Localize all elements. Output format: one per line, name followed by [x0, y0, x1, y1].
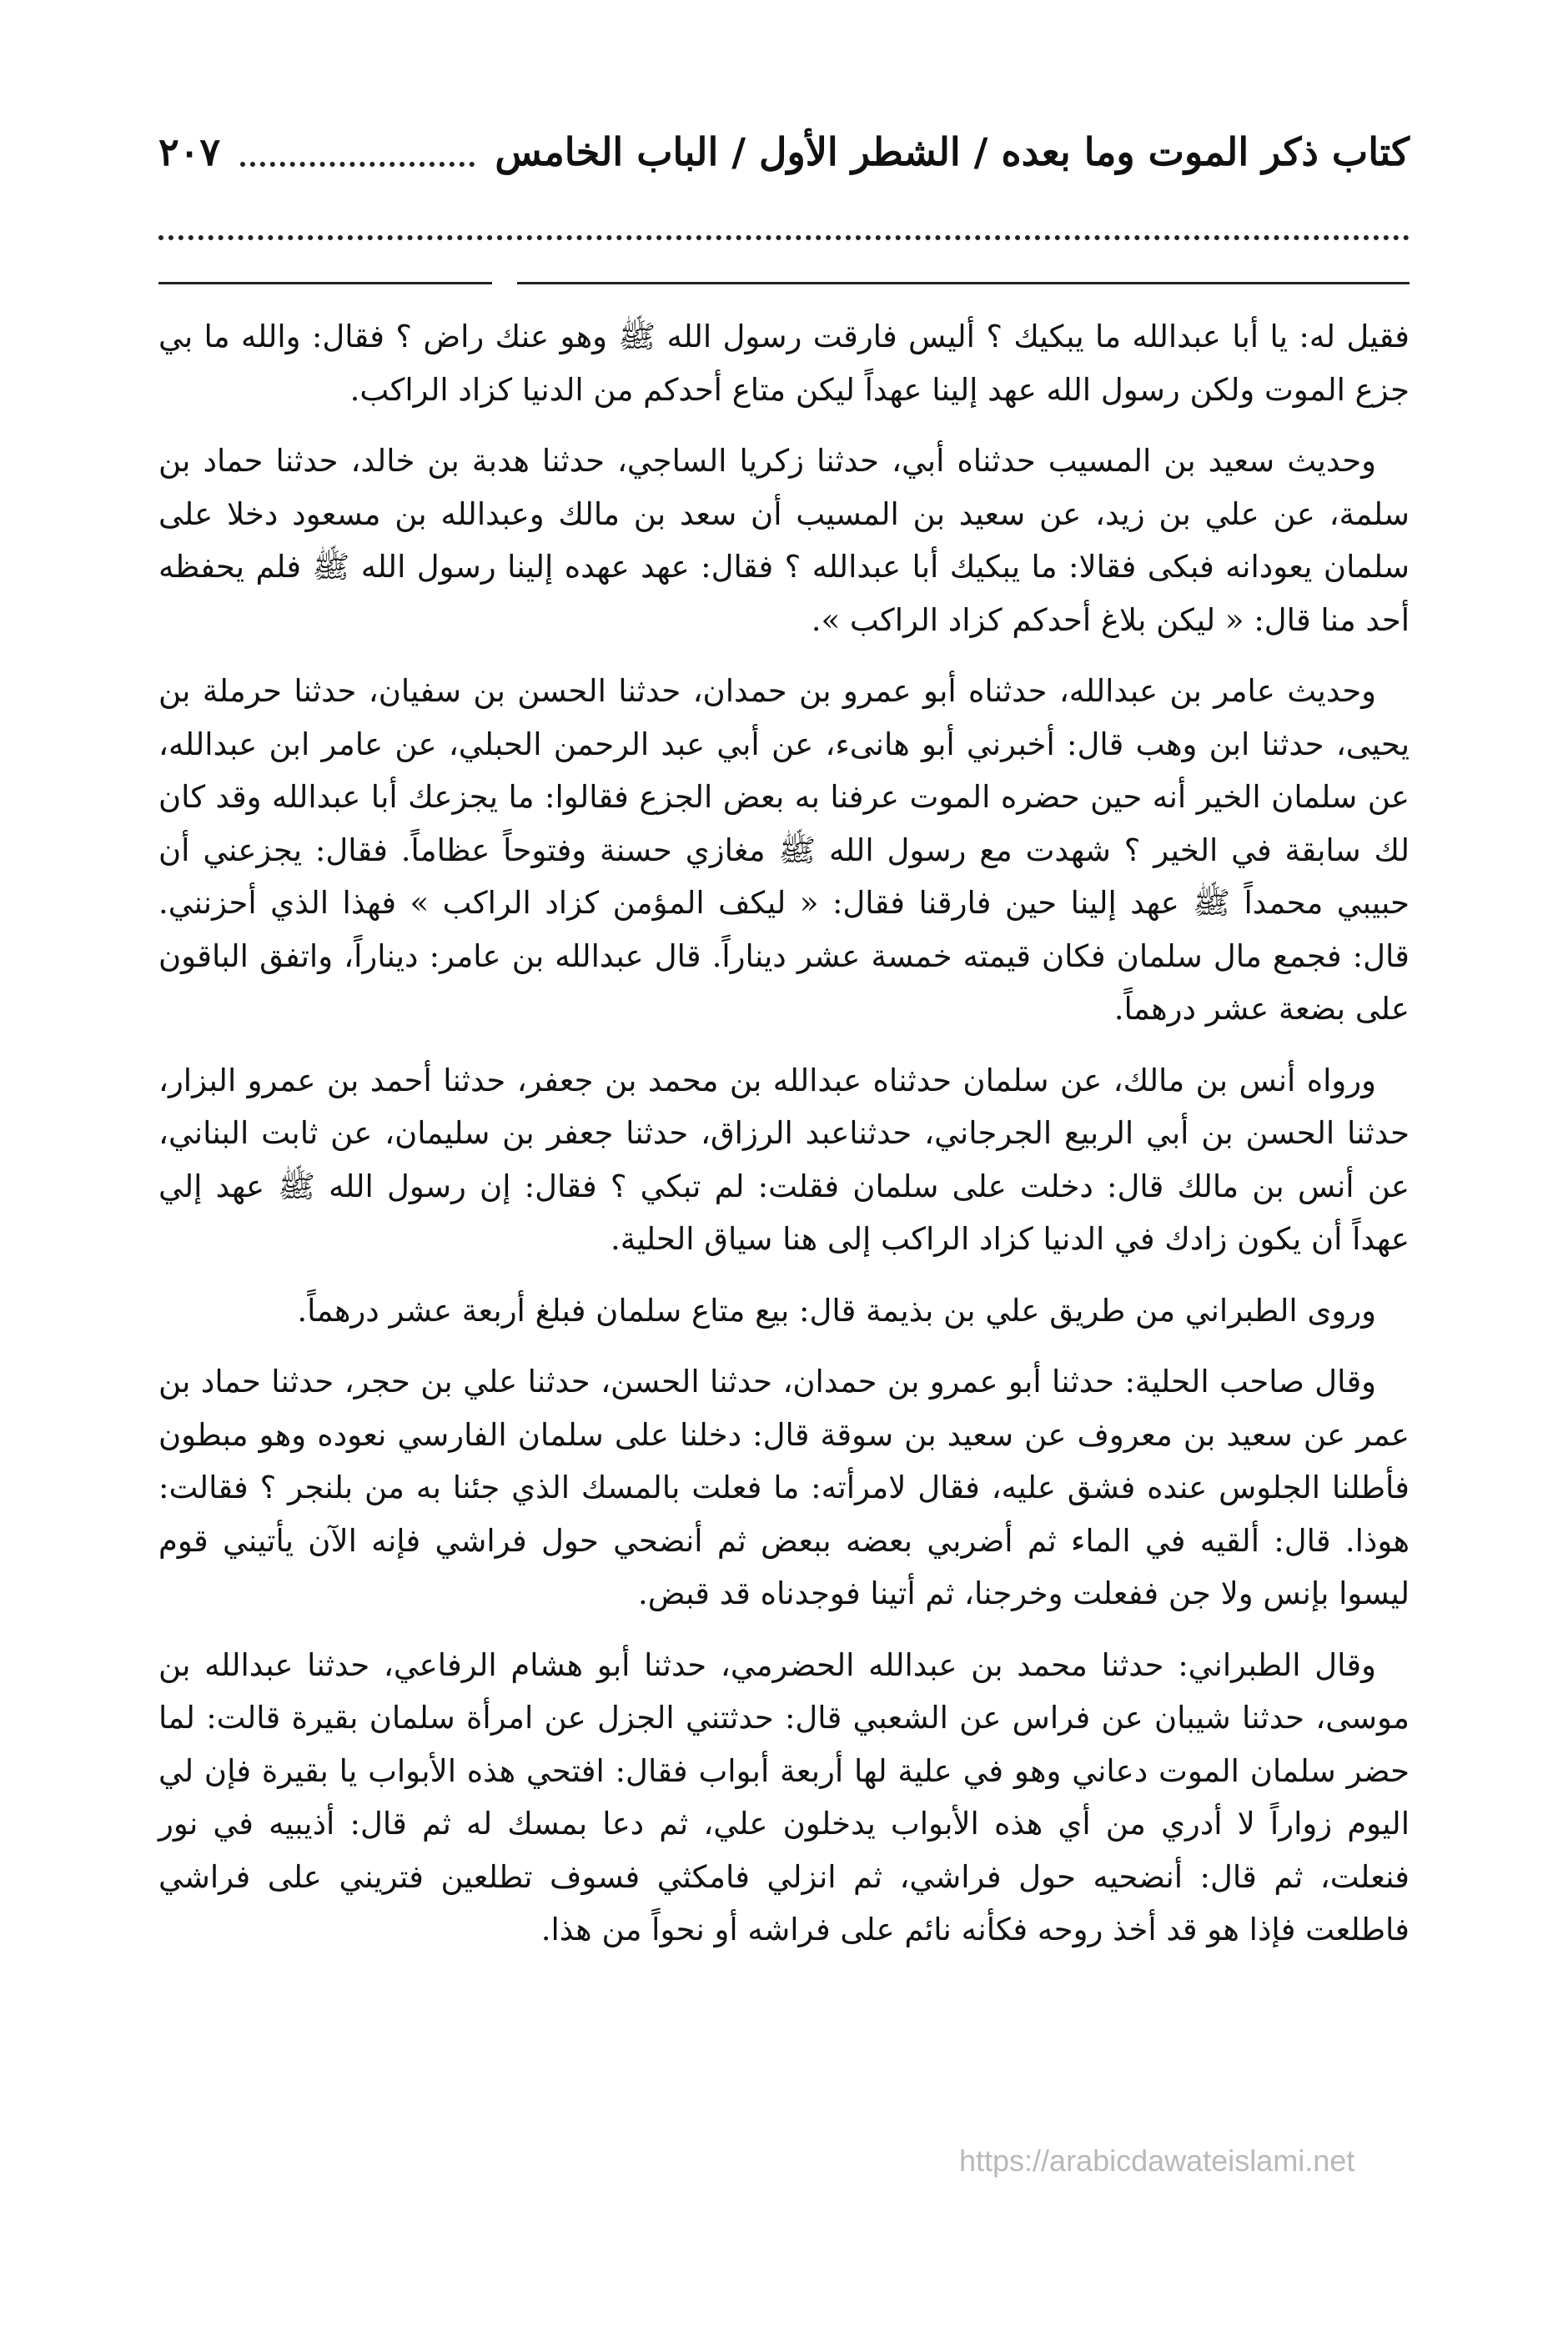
paragraph: فقيل له: يا أبا عبدالله ما يبكيك ؟ أليس فارقت رسول الله ﷺ وهو عنك راض ؟ فقال: والله ما بي جزع الموت ولكن رسول الله عهد إلينا عهداً ليكن متاع أحدكم من الدنيا كزاد الراكب.: [158, 319, 1410, 408]
header-dotted-rule: [158, 235, 1410, 240]
header-rule-left: [158, 282, 492, 284]
page-number: ٢٠٧: [158, 129, 221, 174]
paragraph: وحديث عامر بن عبدالله، حدثناه أبو عمرو بن حمدان، حدثنا الحسن بن سفيان، حدثنا حرملة بن يحيى، حدثنا ابن وهب قال: أخبرني أبو هانىء، عن أبي عبد الرحمن الحبلي، عن عامر ابن عبدالله، عن سلمان الخير أنه حين حضره الموت عرفنا به بعض الجزع فقالوا: ما يجزعك أبا عبدالله وقد كان لك سابقة في الخير ؟ شهدت مع رسول الله ﷺ مغازي حسنة وفتوحاً عظاماً. فقال: يجزعني أن حبيبي محمداً ﷺ عهد إلينا حين فارقنا فقال: « ليكف المؤمن كزاد الراكب » فهذا الذي أحزنني. قال: فجمع مال سلمان فكان قيمته خمسة عشر ديناراً. قال عبدالله بن عامر: ديناراً، واتفق الباقون على بضعة عشر درهماً.: [158, 673, 1410, 1027]
paragraph: ورواه أنس بن مالك، عن سلمان حدثناه عبدالله بن محمد بن جعفر، حدثنا أحمد بن عمرو البزار، حدثنا الحسن بن أبي الربيع الجرجاني، حدثناعبد الرزاق، حدثنا جعفر بن سليمان، عن ثابت البناني، عن أنس بن مالك قال: دخلت على سلمان فقلت: لم تبكي ؟ فقال: إن رسول الله ﷺ عهد إلي عهداً أن يكون زادك في الدنيا كزاد الراكب إلى هنا سياق الحلية.: [158, 1062, 1410, 1257]
header-dotted-leader: [240, 137, 475, 167]
main-text: [158, 310, 1410, 1975]
paragraph: وروى الطبراني من طريق علي بن بذيمة قال: بيع متاع سلمان فبلغ أربعة عشر درهماً.: [297, 1292, 1376, 1329]
running-header: [158, 118, 1410, 185]
paragraph: وحديث سعيد بن المسيب حدثناه أبي، حدثنا زكريا الساجي، حدثنا هدبة بن خالد، حدثنا حماد بن سلمة، عن علي بن زيد، عن سعيد بن المسيب أن سعد بن مالك وعبدالله بن مسعود دخلا على سلمان يعودانه فبكى فقالا: ما يبكيك أبا عبدالله ؟ فقال: عهد عهده إلينا رسول الله ﷺ فلم يحفظه أحد منا قال: « ليكن بلاغ أحدكم كزاد الراكب ».: [158, 443, 1410, 638]
website-watermark: https://arabicdawateislami.net: [959, 2144, 1355, 2178]
header-title: كتاب ذكر الموت وما بعده / الشطر الأول / الباب الخامس: [495, 129, 1410, 174]
paragraph: وقال صاحب الحلية: حدثنا أبو عمرو بن حمدان، حدثنا الحسن، حدثنا علي بن حجر، حدثنا حماد بن عمر عن سعيد بن معروف عن سعيد بن سوقة قال: دخلنا على سلمان الفارسي نعوده وهو مبطون فأطلنا الجلوس عنده فشق عليه، فقال لامرأته: ما فعلت بالمسك الذي جئنا به من بلنجر ؟ فقالت: هوذا. قال: ألقيه في الماء ثم أضربي بعضه ببعض ثم أنضحي حول فراشي فإنه الآن يأتيني قوم ليسوا بإنس ولا جن ففعلت وخرجنا، ثم أتينا فوجدناه قد قبض.: [158, 1364, 1410, 1611]
header-rule-right: [517, 282, 1410, 284]
paragraph: وقال الطبراني: حدثنا محمد بن عبدالله الحضرمي، حدثنا أبو هشام الرفاعي، حدثنا عبدالله بن موسى، حدثنا شيبان عن فراس عن الشعبي قال: حدثتني الجزل عن امرأة سلمان بقيرة قالت: لما حضر سلمان الموت دعاني وهو في علية لها أربعة أبواب فقال: افتحي هذه الأبواب يا بقيرة فإن لي اليوم زواراً لا أدري من أي هذه الأبواب يدخلون علي، ثم دعا بمسك له ثم قال: أذيبيه في نور فنعلت، ثم قال: أنضحيه حول فراشي، ثم انزلي فامكثي فسوف تطلعين فتريني على فراشي فاطلعت فإذا هو قد أخذ روحه فكأنه نائم على فراشه أو نحواً من هذا.: [158, 1646, 1410, 1948]
